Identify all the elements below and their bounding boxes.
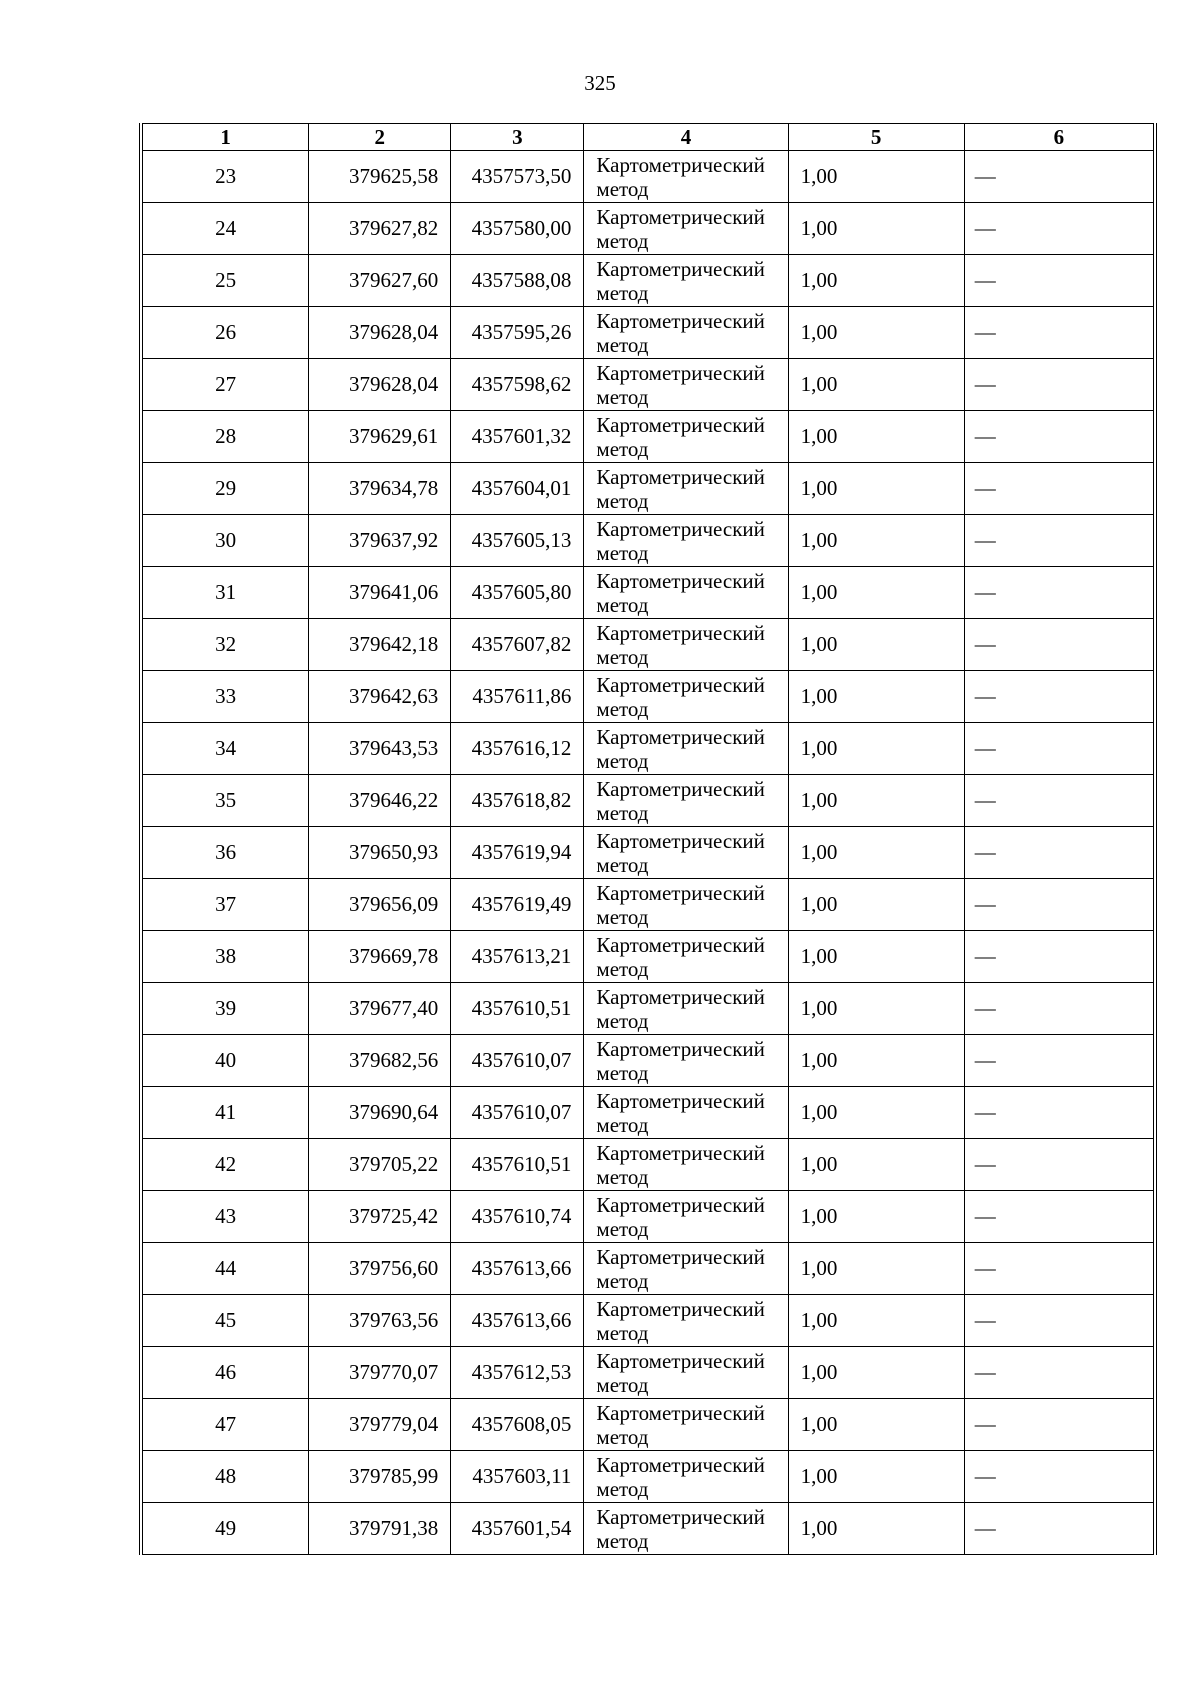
method-line-2: метод (596, 1424, 649, 1449)
accuracy-cell: 1,00 (788, 411, 964, 463)
method-line-2: метод (596, 1320, 649, 1345)
accuracy-cell: 1,00 (788, 1087, 964, 1139)
point-number-cell: 38 (143, 931, 309, 983)
note-cell: — (964, 1243, 1153, 1295)
method-line-1: Картометрический (596, 1400, 765, 1425)
accuracy-cell: 1,00 (788, 151, 964, 203)
method-cell (584, 1035, 788, 1087)
accuracy-cell: 1,00 (788, 619, 964, 671)
coordinate-y-cell: 4357605,80 (451, 567, 584, 619)
coordinate-x-cell: 379642,63 (309, 671, 451, 723)
point-number-cell: 48 (143, 1451, 309, 1503)
point-number-cell: 23 (143, 151, 309, 203)
note-cell: — (964, 619, 1153, 671)
coordinate-y-cell: 4357611,86 (451, 671, 584, 723)
coordinate-x-cell: 379628,04 (309, 307, 451, 359)
coordinate-x-cell: 379656,09 (309, 879, 451, 931)
method-line-2: метод (596, 1372, 649, 1397)
coordinate-y-cell: 4357605,13 (451, 515, 584, 567)
method-cell (584, 203, 788, 255)
method-line-2: метод (596, 748, 649, 773)
coordinate-y-cell: 4357604,01 (451, 463, 584, 515)
coordinate-y-cell: 4357595,26 (451, 307, 584, 359)
method-line-1: Картометрический (596, 1036, 765, 1061)
point-number-cell: 40 (143, 1035, 309, 1087)
coordinate-y-cell: 4357607,82 (451, 619, 584, 671)
coordinate-x-cell: 379646,22 (309, 775, 451, 827)
point-number-cell: 36 (143, 827, 309, 879)
accuracy-cell: 1,00 (788, 1243, 964, 1295)
coordinate-x-cell: 379641,06 (309, 567, 451, 619)
method-line-2: метод (596, 280, 649, 305)
column-header: 3 (451, 124, 584, 151)
note-cell: — (964, 1503, 1153, 1555)
table-row (143, 1451, 1154, 1503)
method-line-2: метод (596, 1060, 649, 1085)
method-line-1: Картометрический (596, 360, 765, 385)
note-cell: — (964, 827, 1153, 879)
coordinate-y-cell: 4357616,12 (451, 723, 584, 775)
coordinate-x-cell: 379650,93 (309, 827, 451, 879)
accuracy-cell: 1,00 (788, 671, 964, 723)
note-cell: — (964, 1451, 1153, 1503)
accuracy-cell: 1,00 (788, 1347, 964, 1399)
point-number-cell: 45 (143, 1295, 309, 1347)
method-line-1: Картометрический (596, 724, 765, 749)
table-row (143, 359, 1154, 411)
column-header: 1 (143, 124, 309, 151)
table-row (143, 775, 1154, 827)
point-number-cell: 24 (143, 203, 309, 255)
accuracy-cell: 1,00 (788, 775, 964, 827)
method-line-2: метод (596, 1112, 649, 1137)
coordinate-x-cell: 379634,78 (309, 463, 451, 515)
table-row (143, 671, 1154, 723)
coordinate-y-cell: 4357613,21 (451, 931, 584, 983)
table-row (143, 411, 1154, 463)
note-cell: — (964, 1139, 1153, 1191)
method-line-1: Картометрический (596, 464, 765, 489)
coordinate-y-cell: 4357610,51 (451, 983, 584, 1035)
coordinates-table (142, 123, 1154, 1555)
method-line-2: метод (596, 592, 649, 617)
point-number-cell: 29 (143, 463, 309, 515)
note-cell: — (964, 203, 1153, 255)
point-number-cell: 32 (143, 619, 309, 671)
accuracy-cell: 1,00 (788, 255, 964, 307)
method-line-1: Картометрический (596, 412, 765, 437)
point-number-cell: 31 (143, 567, 309, 619)
note-cell: — (964, 1035, 1153, 1087)
method-cell (584, 411, 788, 463)
method-cell (584, 671, 788, 723)
table-row (143, 619, 1154, 671)
accuracy-cell: 1,00 (788, 307, 964, 359)
coordinate-x-cell: 379690,64 (309, 1087, 451, 1139)
accuracy-cell: 1,00 (788, 567, 964, 619)
method-cell (584, 1347, 788, 1399)
coordinate-x-cell: 379643,53 (309, 723, 451, 775)
accuracy-cell: 1,00 (788, 983, 964, 1035)
method-cell (584, 619, 788, 671)
method-cell (584, 1503, 788, 1555)
method-line-1: Картометрический (596, 620, 765, 645)
point-number-cell: 42 (143, 1139, 309, 1191)
method-line-2: метод (596, 1268, 649, 1293)
method-cell (584, 827, 788, 879)
method-line-1: Картометрический (596, 256, 765, 281)
method-cell (584, 359, 788, 411)
table-row (143, 255, 1154, 307)
note-cell: — (964, 463, 1153, 515)
coordinate-y-cell: 4357603,11 (451, 1451, 584, 1503)
coordinate-x-cell: 379628,04 (309, 359, 451, 411)
point-number-cell: 30 (143, 515, 309, 567)
accuracy-cell: 1,00 (788, 1451, 964, 1503)
note-cell: — (964, 151, 1153, 203)
column-header: 2 (309, 124, 451, 151)
table-row (143, 931, 1154, 983)
point-number-cell: 26 (143, 307, 309, 359)
method-cell (584, 515, 788, 567)
method-cell (584, 1191, 788, 1243)
table-row (143, 1399, 1154, 1451)
point-number-cell: 28 (143, 411, 309, 463)
coordinate-y-cell: 4357601,32 (451, 411, 584, 463)
note-cell: — (964, 359, 1153, 411)
method-line-1: Картометрический (596, 568, 765, 593)
note-cell: — (964, 307, 1153, 359)
method-line-1: Картометрический (596, 1348, 765, 1373)
method-line-2: метод (596, 1476, 649, 1501)
method-cell (584, 1087, 788, 1139)
method-line-1: Картометрический (596, 1504, 765, 1529)
point-number-cell: 41 (143, 1087, 309, 1139)
coordinate-x-cell: 379625,58 (309, 151, 451, 203)
coordinate-y-cell: 4357619,94 (451, 827, 584, 879)
note-cell: — (964, 1191, 1153, 1243)
coordinate-y-cell: 4357573,50 (451, 151, 584, 203)
table-row (143, 1035, 1154, 1087)
coordinate-x-cell: 379705,22 (309, 1139, 451, 1191)
method-line-2: метод (596, 488, 649, 513)
point-number-cell: 25 (143, 255, 309, 307)
accuracy-cell: 1,00 (788, 1035, 964, 1087)
method-cell (584, 463, 788, 515)
method-line-1: Картометрический (596, 152, 765, 177)
coordinate-x-cell: 379770,07 (309, 1347, 451, 1399)
table-row (143, 1087, 1154, 1139)
coordinate-y-cell: 4357580,00 (451, 203, 584, 255)
accuracy-cell: 1,00 (788, 1399, 964, 1451)
accuracy-cell: 1,00 (788, 879, 964, 931)
table-row (143, 515, 1154, 567)
note-cell: — (964, 983, 1153, 1035)
note-cell: — (964, 1347, 1153, 1399)
point-number-cell: 37 (143, 879, 309, 931)
method-line-1: Картометрический (596, 1296, 765, 1321)
note-cell: — (964, 515, 1153, 567)
method-line-1: Картометрический (596, 1088, 765, 1113)
coordinate-x-cell: 379779,04 (309, 1399, 451, 1451)
coordinate-y-cell: 4357613,66 (451, 1295, 584, 1347)
accuracy-cell: 1,00 (788, 1503, 964, 1555)
note-cell: — (964, 931, 1153, 983)
note-cell: — (964, 1295, 1153, 1347)
coordinate-x-cell: 379756,60 (309, 1243, 451, 1295)
accuracy-cell: 1,00 (788, 827, 964, 879)
method-line-1: Картометрический (596, 984, 765, 1009)
coordinate-y-cell: 4357598,62 (451, 359, 584, 411)
table-row (143, 203, 1154, 255)
method-line-2: метод (596, 540, 649, 565)
table-row (143, 1139, 1154, 1191)
accuracy-cell: 1,00 (788, 1139, 964, 1191)
table-row (143, 827, 1154, 879)
method-line-2: метод (596, 436, 649, 461)
note-cell: — (964, 411, 1153, 463)
note-cell: — (964, 1399, 1153, 1451)
table-row (143, 1295, 1154, 1347)
method-line-2: метод (596, 228, 649, 253)
method-line-1: Картометрический (596, 1244, 765, 1269)
note-cell: — (964, 255, 1153, 307)
method-line-1: Картометрический (596, 1140, 765, 1165)
method-line-2: метод (596, 176, 649, 201)
method-line-1: Картометрический (596, 828, 765, 853)
coordinate-x-cell: 379627,60 (309, 255, 451, 307)
method-line-1: Картометрический (596, 204, 765, 229)
coordinate-x-cell: 379627,82 (309, 203, 451, 255)
point-number-cell: 44 (143, 1243, 309, 1295)
coordinate-x-cell: 379763,56 (309, 1295, 451, 1347)
accuracy-cell: 1,00 (788, 463, 964, 515)
accuracy-cell: 1,00 (788, 1295, 964, 1347)
column-header: 4 (584, 124, 788, 151)
table-row (143, 151, 1154, 203)
method-line-1: Картометрический (596, 516, 765, 541)
table-row (143, 1503, 1154, 1555)
column-header: 5 (788, 124, 964, 151)
coordinate-x-cell: 379637,92 (309, 515, 451, 567)
note-cell: — (964, 879, 1153, 931)
accuracy-cell: 1,00 (788, 723, 964, 775)
note-cell: — (964, 723, 1153, 775)
method-cell (584, 151, 788, 203)
method-line-2: метод (596, 956, 649, 981)
coordinate-y-cell: 4357608,05 (451, 1399, 584, 1451)
method-line-1: Картометрический (596, 776, 765, 801)
method-line-2: метод (596, 1164, 649, 1189)
method-cell (584, 931, 788, 983)
table-body (143, 151, 1154, 1555)
method-line-1: Картометрический (596, 672, 765, 697)
table-row (143, 879, 1154, 931)
coordinate-x-cell: 379642,18 (309, 619, 451, 671)
point-number-cell: 27 (143, 359, 309, 411)
method-cell (584, 307, 788, 359)
method-line-2: метод (596, 384, 649, 409)
table-row (143, 983, 1154, 1035)
method-cell (584, 723, 788, 775)
method-line-2: метод (596, 800, 649, 825)
method-line-1: Картометрический (596, 932, 765, 957)
method-line-2: метод (596, 332, 649, 357)
method-line-2: метод (596, 904, 649, 929)
method-cell (584, 1139, 788, 1191)
accuracy-cell: 1,00 (788, 203, 964, 255)
point-number-cell: 34 (143, 723, 309, 775)
method-line-1: Картометрический (596, 308, 765, 333)
table-row (143, 1347, 1154, 1399)
table-header-row (143, 124, 1154, 151)
table-row (143, 1243, 1154, 1295)
note-cell: — (964, 567, 1153, 619)
method-line-1: Картометрический (596, 1192, 765, 1217)
method-cell (584, 983, 788, 1035)
point-number-cell: 39 (143, 983, 309, 1035)
point-number-cell: 43 (143, 1191, 309, 1243)
point-number-cell: 47 (143, 1399, 309, 1451)
coordinate-y-cell: 4357618,82 (451, 775, 584, 827)
coordinate-y-cell: 4357610,74 (451, 1191, 584, 1243)
coordinate-x-cell: 379785,99 (309, 1451, 451, 1503)
coordinate-x-cell: 379791,38 (309, 1503, 451, 1555)
method-line-2: метод (596, 1008, 649, 1033)
coordinate-y-cell: 4357610,51 (451, 1139, 584, 1191)
method-line-2: метод (596, 1528, 649, 1553)
method-line-2: метод (596, 1216, 649, 1241)
method-line-2: метод (596, 644, 649, 669)
coordinate-x-cell: 379682,56 (309, 1035, 451, 1087)
point-number-cell: 49 (143, 1503, 309, 1555)
accuracy-cell: 1,00 (788, 515, 964, 567)
note-cell: — (964, 1087, 1153, 1139)
method-line-2: метод (596, 852, 649, 877)
method-cell (584, 879, 788, 931)
method-cell (584, 1399, 788, 1451)
accuracy-cell: 1,00 (788, 1191, 964, 1243)
point-number-cell: 33 (143, 671, 309, 723)
column-header: 6 (964, 124, 1153, 151)
coordinate-x-cell: 379629,61 (309, 411, 451, 463)
coordinate-x-cell: 379677,40 (309, 983, 451, 1035)
table-row (143, 567, 1154, 619)
method-line-2: метод (596, 696, 649, 721)
coordinate-y-cell: 4357610,07 (451, 1087, 584, 1139)
method-line-1: Картометрический (596, 880, 765, 905)
coordinate-y-cell: 4357613,66 (451, 1243, 584, 1295)
table-row (143, 1191, 1154, 1243)
table-row (143, 307, 1154, 359)
table-row (143, 723, 1154, 775)
coordinate-y-cell: 4357601,54 (451, 1503, 584, 1555)
method-cell (584, 1451, 788, 1503)
method-cell (584, 775, 788, 827)
coordinates-table-frame (139, 123, 1157, 1555)
coordinate-x-cell: 379669,78 (309, 931, 451, 983)
method-cell (584, 567, 788, 619)
point-number-cell: 35 (143, 775, 309, 827)
accuracy-cell: 1,00 (788, 931, 964, 983)
coordinate-y-cell: 4357610,07 (451, 1035, 584, 1087)
table-row (143, 463, 1154, 515)
note-cell: — (964, 775, 1153, 827)
method-cell (584, 255, 788, 307)
accuracy-cell: 1,00 (788, 359, 964, 411)
coordinate-y-cell: 4357619,49 (451, 879, 584, 931)
coordinate-y-cell: 4357588,08 (451, 255, 584, 307)
method-cell (584, 1295, 788, 1347)
page-number: 325 (584, 71, 616, 95)
coordinate-y-cell: 4357612,53 (451, 1347, 584, 1399)
note-cell: — (964, 671, 1153, 723)
coordinate-x-cell: 379725,42 (309, 1191, 451, 1243)
point-number-cell: 46 (143, 1347, 309, 1399)
method-line-1: Картометрический (596, 1452, 765, 1477)
method-cell (584, 1243, 788, 1295)
